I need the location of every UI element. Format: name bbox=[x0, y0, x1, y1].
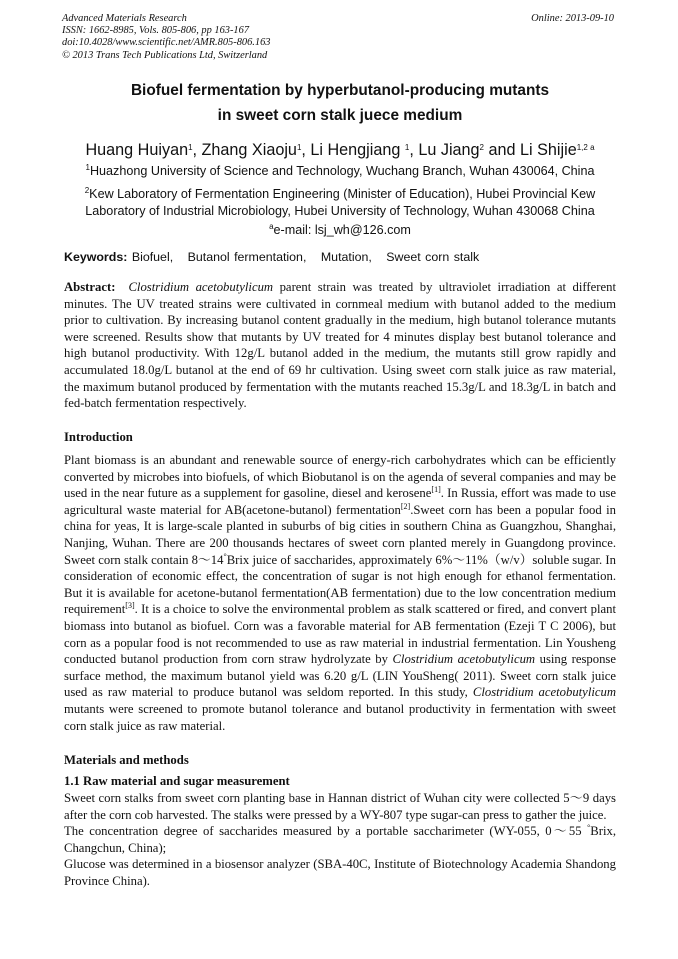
author-separator: , bbox=[192, 141, 202, 159]
degree-mark: ° bbox=[587, 823, 591, 833]
keyword: Sweet corn stalk bbox=[386, 250, 480, 264]
intro-text: Plant biomass is an abundant and renewable source of energy-rich carbohydrates which can be efficiently converted by microbes into biofuels, of which Biobutanol is on the agenda of several companies and may be used in the near future as a supplement for gasoline, diesel and kerosene bbox=[64, 453, 616, 501]
doi-line: doi:10.4028/www.scientific.net/AMR.805-806.163 bbox=[62, 37, 271, 49]
copyright-line: © 2013 Trans Tech Publications Ltd, Switzerland bbox=[62, 49, 268, 61]
intro-text: . It is a choice to solve the environmental problem as stalk scattered or fired, and convert plant biomass into butanol as biofuel. Corn was a favorable material for AB fermentation (Ezeji T C 2006), but corn as a popular food is not recommended to use as raw material in industrial fermentation. Lin Yousheng conducted butanol production from corn straw hydrolyzate by bbox=[64, 602, 616, 667]
affiliation-text: Kew Laboratory of Fermentation Engineering (Minister of Education), Hubei Provincial Kew bbox=[89, 187, 596, 201]
issn-line: ISSN: 1662-8985, Vols. 805-806, pp 163-167 bbox=[62, 25, 250, 37]
paper-title-line-2: in sweet corn stalk juece medium bbox=[217, 107, 463, 124]
affiliation-text: Laboratory of Industrial Microbiology, Hubei University of Technology, Wuhan 430068 China bbox=[85, 203, 595, 218]
author-name: Zhang Xiaoju bbox=[201, 141, 297, 159]
abstract-label: Abstract: bbox=[64, 280, 116, 294]
intro-text: mutants were screened to promote butanol tolerance and butanol productivity in fermentation with sweet corn stalk juice as raw material. bbox=[64, 701, 616, 733]
author-list bbox=[64, 141, 616, 160]
author-name: Lu Jiang bbox=[418, 141, 480, 159]
author-affil-sup: 1 bbox=[188, 143, 193, 152]
keyword: Mutation, bbox=[320, 250, 372, 264]
author-separator: , bbox=[301, 141, 311, 159]
affiliation-sup: 1 bbox=[85, 163, 90, 172]
paper-title-line-1: Biofuel fermentation by hyperbutanol-producing mutants bbox=[130, 82, 550, 99]
keyword: Butanol fermentation, bbox=[187, 250, 307, 264]
keywords bbox=[64, 250, 616, 264]
methods-text: Brix, Changchun, China); bbox=[64, 824, 616, 855]
organism-name: Clostridium acetobutylicum bbox=[128, 280, 274, 294]
organism-name: Clostridium acetobutylicum bbox=[392, 652, 536, 667]
intro-text: Brix juice of saccharides, approximately 6%～11%（w/v）soluble sugar. In consideration of economic effect, the concentration of sugar is not high enough for ethanol fermentation. But it is available for acetone-butanol fermentation(AB fermentation) due to the low concentration medium requirement bbox=[64, 552, 617, 617]
journal-name: Advanced Materials Research bbox=[62, 13, 187, 24]
affiliation-2 bbox=[64, 186, 616, 219]
methods-line: Sweet corn stalks from sweet corn planting base in Hannan district of Wuhan city were collected 5～9 days after the corn cob harvested. The stalks were pressed by a WY-807 type sugar-can press to gather the juice. bbox=[64, 791, 616, 822]
author-affil-sup: 2 bbox=[479, 143, 484, 152]
author-affil-sup: 1 bbox=[404, 143, 410, 152]
author-name: Li Shijie bbox=[520, 141, 577, 159]
keyword: Biofuel, bbox=[131, 250, 174, 264]
intro-text: .Sweet corn has been a popular food in china for yeas, It is large-scale planted in suburbs of big cities in southern China as Guangzhou, Shanghai, Nanjing, Wuhan. There are 200 thousands hectares of sweet corn planted merely in Guangdong province. Sweet corn stalk contain 8～14 bbox=[64, 502, 616, 567]
methods-line: Glucose was determined in a biosensor analyzer (SBA-40C, Institute of Biotechnology Academia Shandong Province China). bbox=[64, 857, 616, 888]
online-date: Online: 2013-09-10 bbox=[531, 13, 614, 24]
author-separator: , bbox=[409, 141, 419, 159]
author-name: Huang Huiyan bbox=[85, 141, 189, 159]
author-separator: and bbox=[484, 141, 521, 159]
introduction-heading: Introduction bbox=[64, 430, 133, 444]
author-affil-sup: 1,2 a bbox=[576, 143, 595, 152]
intro-text: using response surface method, the maximum butanol yield was 6.20 g/L (LIN YouSheng( 2011). Sweet corn stalk juice used as raw material to produce butanol was seldom reported. In this study, bbox=[64, 652, 616, 700]
affiliation-text: Huazhong University of Science and Technology, Wuchang Branch, Wuhan 430064, China bbox=[89, 164, 595, 178]
organism-name: Clostridium acetobutylicum bbox=[472, 685, 617, 700]
citation: [1] bbox=[431, 485, 441, 495]
affiliation-sup: 2 bbox=[84, 186, 90, 195]
methods-body bbox=[64, 790, 616, 890]
methods-heading: Materials and methods bbox=[64, 753, 189, 767]
email-text: e-mail: lsj_wh@126.com bbox=[273, 223, 411, 237]
abstract-text: parent strain was treated by ultraviolet irradiation at different minutes. The UV treated strains were cultivated in cornmeal medium with butanol added to the medium prior to cultivation. By increasing butanol content gradually in the medium, high butanol tolerance mutants were screened. Results show that mutants by UV treated for 4 minutes display best butanol tolerance and high butanol productivity. With 12g/L butanol added in the medium, the mutants still grow rapidly and accumulated 18.0g/L butanol at the end of 69 hr cultivation. Using sweet corn stalk juice as raw material, the maximum butanol produced by fermentation with the mutants reached 15.3g/L and 18.3g/L in batch and fed-batch fermentation respectively. bbox=[64, 280, 616, 411]
introduction-body bbox=[64, 452, 616, 734]
email-sup: a bbox=[269, 222, 274, 231]
contact-email bbox=[64, 222, 616, 239]
citation: [3] bbox=[125, 601, 135, 611]
journal-header bbox=[62, 13, 614, 62]
keywords-label: Keywords: bbox=[64, 250, 128, 264]
intro-text: . In Russia, effort was made to use agricultural waste material for AB(acetone-butanol) fermentation bbox=[64, 486, 616, 517]
abstract bbox=[64, 279, 616, 412]
author-name: Li Hengjiang bbox=[310, 141, 405, 159]
author-affil-sup: 1 bbox=[296, 143, 302, 152]
methods-subheading: 1.1 Raw material and sugar measurement bbox=[64, 774, 290, 788]
degree-mark: ° bbox=[223, 551, 227, 561]
methods-text: The concentration degree of saccharides measured by a portable saccharimeter (WY-055, 0～55 bbox=[64, 824, 588, 839]
citation: [2] bbox=[400, 501, 411, 511]
methods-line bbox=[64, 823, 616, 856]
affiliation-1 bbox=[64, 163, 616, 180]
